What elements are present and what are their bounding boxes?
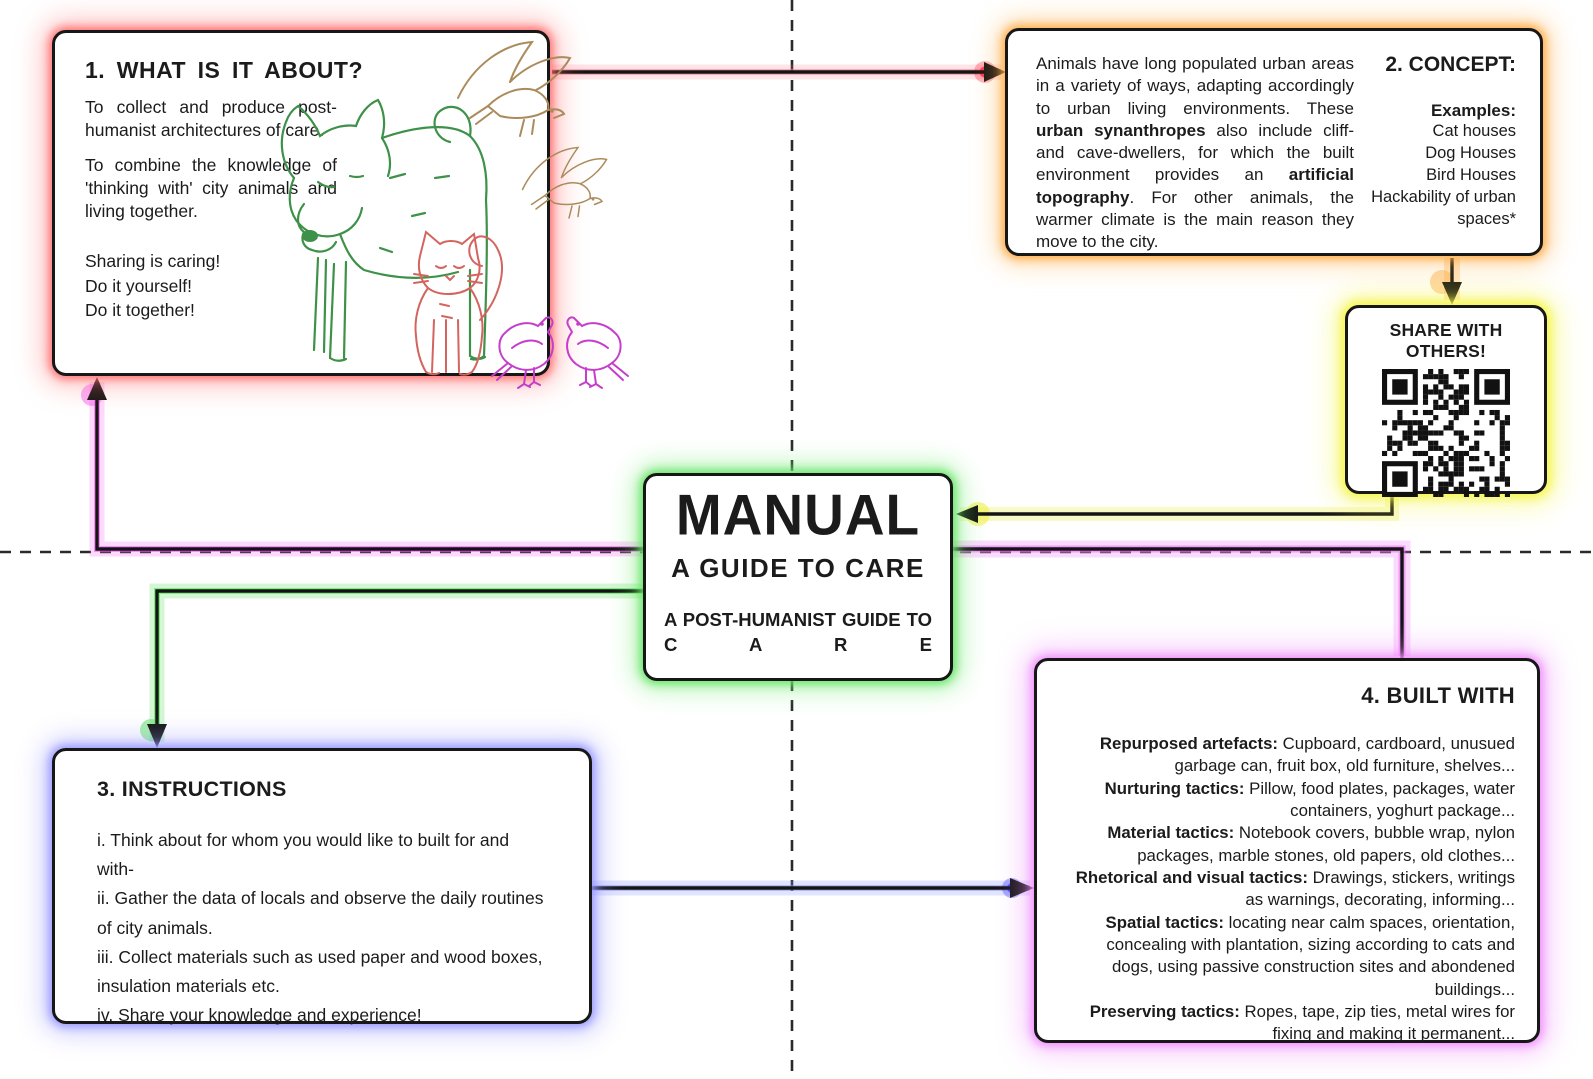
instruction-item: iv. Share your knowledge and experience! <box>97 1005 422 1026</box>
instructions-title: 3. INSTRUCTIONS <box>97 777 287 801</box>
qr-code <box>1382 369 1510 497</box>
built-with-list <box>1065 733 1515 1046</box>
connector-instructions-to-built-with <box>592 878 1034 898</box>
built-with-item: Repurposed artefacts: Cupboard, cardboard, unusued garbage can, fruit box, old furniture, shelves... <box>1099 734 1515 776</box>
example-item: Bird Houses <box>1426 165 1516 184</box>
connector-share-to-manual <box>956 496 1392 526</box>
tagline-line-1: A POST-HUMANIST GUIDE TO <box>664 609 932 630</box>
built-with-item: Material tactics: Notebook covers, bubble wrap, nylon packages, marble stones, old papers, old clothes... <box>1107 823 1515 865</box>
built-with-item: Spatial tactics: locating near calm spaces, orientation, concealing with plantation, sizing according to cats and dogs, using passive construction sites and abondened buildings... <box>1105 912 1515 999</box>
manual-subtitle: A GUIDE TO CARE <box>671 553 925 583</box>
built-with-item: Rhetorical and visual tactics: Drawings, stickers, writings as warnings, decorating, informing... <box>1075 867 1515 910</box>
connector-manual-to-instructions <box>140 591 646 748</box>
box1-slogan <box>85 249 547 321</box>
instruction-item: i. Think about for whom you would like to built for and with- <box>97 830 510 880</box>
concept-right-column <box>1354 53 1516 235</box>
share-box <box>1345 305 1547 494</box>
concept-box <box>1005 28 1543 256</box>
connector-manual-to-built-with <box>950 549 1402 658</box>
examples-title: Examples: <box>1430 101 1516 120</box>
built-with-item: Nurturing tactics: Pillow, food plates, packages, water containers, yoghurt package... <box>1104 778 1515 820</box>
what-is-it-about-box <box>52 30 550 376</box>
instruction-item: ii. Gather the data of locals and observe the daily routines of city animals. <box>97 888 544 938</box>
instructions-list <box>97 826 549 1031</box>
slogan-line: Sharing is caring! <box>85 251 221 272</box>
built-with-title: 4. BUILT WITH <box>1361 683 1515 708</box>
connector-manual-to-box1 <box>81 377 646 549</box>
example-item: Cat houses <box>1432 122 1516 140</box>
manual-title: MANUAL <box>675 482 921 548</box>
box1-title: 1. WHAT IS IT ABOUT? <box>85 57 363 83</box>
concept-title: 2. CONCEPT: <box>1385 53 1516 76</box>
manual-tagline <box>664 608 932 658</box>
instruction-item: iii. Collect materials such as used paper and wood boxes, insulation materials etc. <box>97 946 543 997</box>
share-title: SHARE WITH OTHERS! <box>1389 320 1503 361</box>
built-with-box <box>1034 658 1540 1043</box>
instructions-box <box>52 748 592 1024</box>
example-item: Dog Houses <box>1425 143 1516 162</box>
box1-paragraph-2: To combine the knowledge of 'thinking with' city animals and living together. <box>85 155 337 222</box>
slogan-line: Do it together! <box>85 299 195 320</box>
connector-box1-to-concept <box>552 61 1006 83</box>
manual-box <box>643 473 953 681</box>
tagline-line-2: C A R E <box>664 633 932 655</box>
example-item: Hackability of urban spaces* <box>1371 187 1516 228</box>
connector-concept-to-share <box>1430 258 1462 305</box>
concept-paragraph: Animals have long populated urban areas in a variety of ways, adapting accordingly to urban living environments. These urban synanthropes also include cliff- and cave-dwellers, for which the built environment provides an artificial topography. For other animals, the warmer climate is the main reason they move to the city. <box>1036 54 1354 252</box>
slogan-line: Do it yourself! <box>85 275 192 296</box>
built-with-item: Preserving tactics: Ropes, tape, zip ties, metal wires for fixing and making it permanent... <box>1089 1001 1515 1044</box>
box1-paragraph-1: To collect and produce post-humanist architectures of care. <box>85 97 337 141</box>
